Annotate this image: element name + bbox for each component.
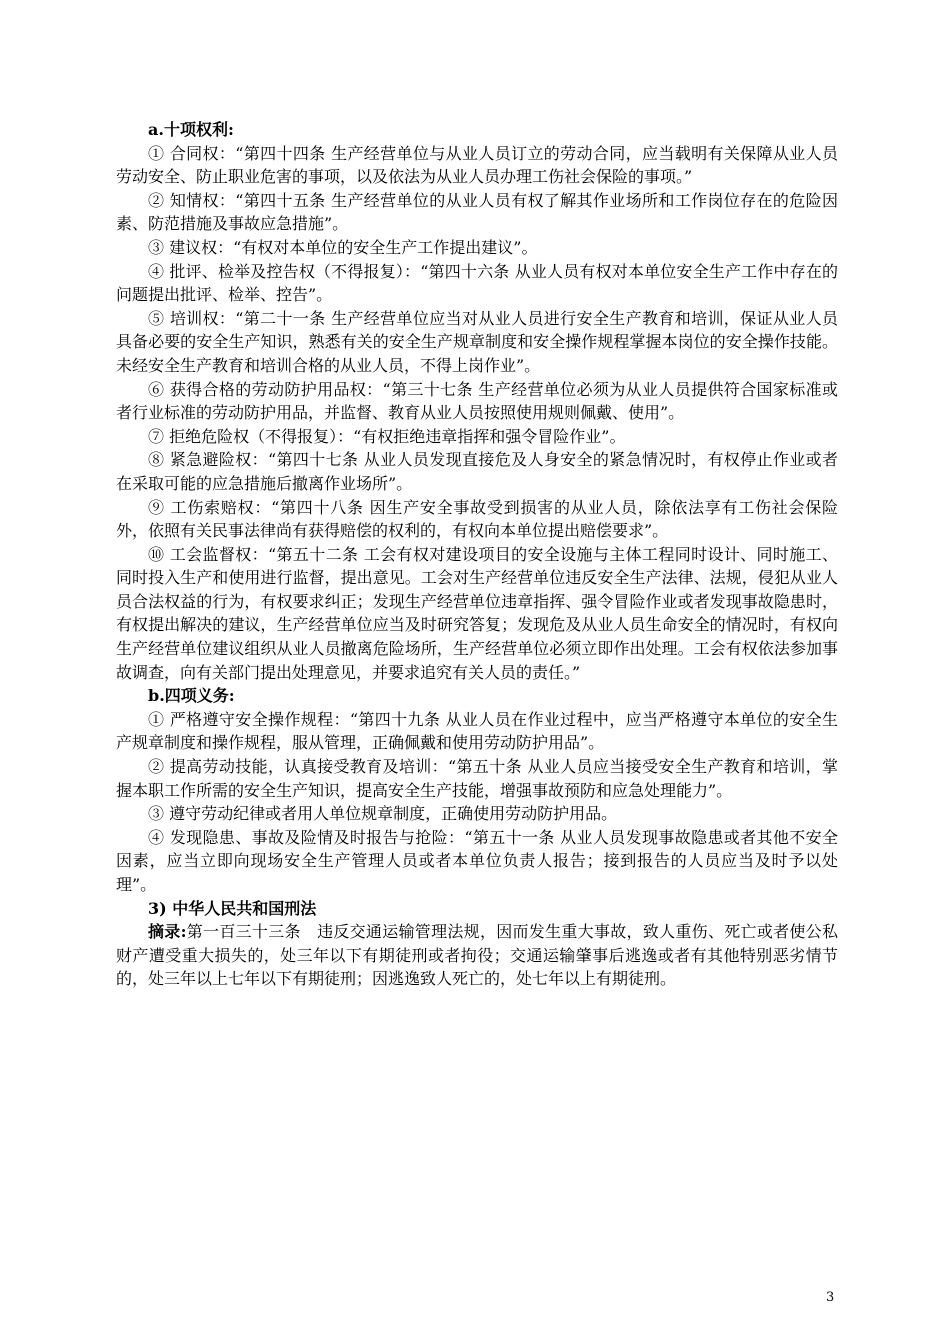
right-item-6: ⑥ 获得合格的劳动防护用品权：“第三十七条 生产经营单位必须为从业人员提供符合国家标准或者行业标准的劳动防护用品，并监督、教育从业人员按照使用规则佩戴、使用”。 [116, 379, 838, 423]
right-item-3: ③ 建议权：“有权对本单位的安全生产工作提出建议”。 [148, 237, 538, 257]
right-item-7: ⑦ 拒绝危险权（不得报复）：“有权拒绝违章指挥和强令冒险作业”。 [148, 426, 626, 446]
page-number: 3 [826, 1290, 835, 1305]
duty-item-1: ① 严格遵守安全操作规程：“第四十九条 从业人员在作业过程中，应当严格遵守本单位的安全生产规章制度和操作规程，服从管理，正确佩戴和使用劳动防护用品”。 [116, 709, 838, 753]
duty-item-3: ③ 遵守劳动纪律或者用人单位规章制度，正确使用劳动防护用品。 [148, 804, 618, 824]
duty-item-4: ④ 发现隐患、事故及险情及时报告与抢险：“第五十一条 从业人员发现事故隐患或者其他不安全因素，应当立即向现场安全生产管理人员或者本单位负责人报告；接到报告的人员应当及时予以处理”。 [116, 827, 838, 894]
duty-item-2: ② 提高劳动技能，认真接受教育及培训：“第五十条 从业人员应当接受安全生产教育和培训，掌握本职工作所需的安全生产知识，提高安全生产技能，增强事故预防和应急处理能力”。 [116, 757, 838, 800]
document-body [116, 118, 838, 991]
section-a-heading: a.十项权利: [148, 120, 234, 139]
section-b-heading: b.四项义务: [148, 686, 235, 706]
excerpt-label: 摘录: [148, 922, 187, 942]
excerpt-text: 第一百三十三条 违反交通运输管理法规，因而发生重大事故，致人重伤、死亡或者使公私财产遭受重大损失的，处三年以下有期徒刑或者拘役；交通运输肇事后逃逸或者有其他特别恶劣情节的，处三年以上七年以下有期徒刑；因逃逸致人死亡的，处七年以上有期徒刑。 [116, 922, 838, 989]
right-item-2: ② 知情权：“第四十五条 生产经营单位的从业人员有权了解其作业场所和工作岗位存在的危险因素、防范措施及事故应急措施”。 [116, 190, 838, 234]
section-3-heading: 3) 中华人民共和国刑法 [148, 898, 317, 918]
right-item-5: ⑤ 培训权：“第二十一条 生产经营单位应当对从业人员进行安全生产教育和培训，保证从业人员具备必要的安全生产知识，熟悉有关的安全生产规章制度和安全操作规程掌握本岗位的安全操作技能。未经安全生产教育和培训合格的从业人员，不得上岗作业”。 [116, 308, 838, 375]
right-item-8: ⑧ 紧急避险权：“第四十七条 从业人员发现直接危及人身安全的紧急情况时，有权停止作业或者在采取可能的应急措施后撤离作业场所”。 [116, 450, 838, 493]
criminal-law-excerpt [116, 920, 838, 991]
right-item-4: ④ 批评、检举及控告权（不得报复）：“第四十六条 从业人员有权对本单位安全生产工作中存在的问题提出批评、检举、控告”。 [116, 261, 838, 305]
right-item-1: ① 合同权：“第四十四条 生产经营单位与从业人员订立的劳动合同，应当载明有关保障从业人员劳动安全、防止职业危害的事项，以及依法为从业人员办理工伤社会保险的事项。” [116, 143, 838, 187]
right-item-10: ⑩ 工会监督权：“第五十二条 工会有权对建设项目的安全设施与主体工程同时设计、同时施工、同时投入生产和使用进行监督，提出意见。工会对生产经营单位违反安全生产法律、法规，侵犯从业人员合法权益的行为，有权要求纠正；发现生产经营单位违章指挥、强令冒险作业或者发现事故隐患时，有权提出解决的建议，生产经营单位应当及时研究答复；发现危及从业人员生命安全的情况时，有权向生产经营单位建议组织从业人员撤离危险场所，生产经营单位必须立即作出处理。工会有权依法参加事故调查，向有关部门提出处理意见，并要求追究有关人员的责任。” [116, 544, 838, 682]
right-item-9: ⑨ 工伤索赔权：“第四十八条 因生产安全事故受到损害的从业人员，除依法享有工伤社会保险外，依照有关民事法律尚有获得赔偿的权利的，有权向本单位提出赔偿要求”。 [116, 497, 838, 541]
